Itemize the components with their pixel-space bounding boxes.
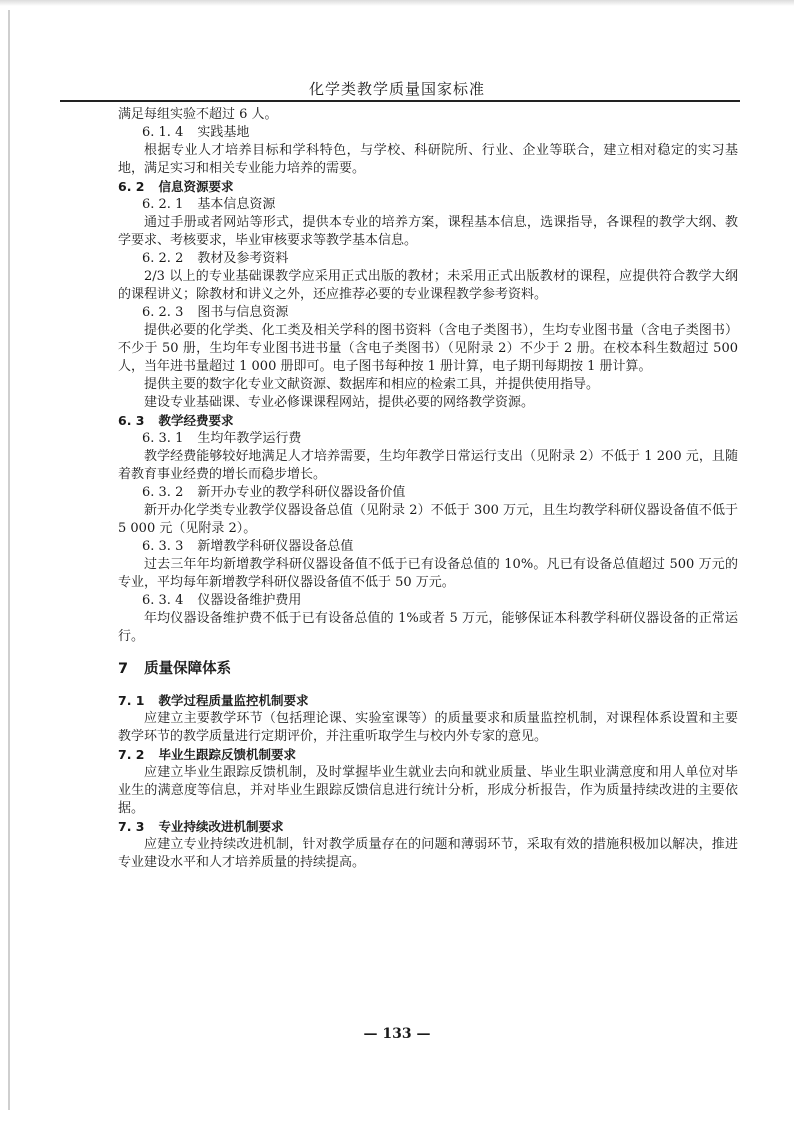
body-paragraph: 应建立专业持续改进机制，针对教学质量存在的问题和薄弱环节，采取有效的措施积极加以解决，推进专业建设水平和人才培养质量的持续提高。	[118, 837, 738, 870]
heading-number: 6. 2	[118, 179, 145, 194]
heading-text: 专业持续改进机制要求	[158, 819, 284, 834]
heading-number: 7. 2	[118, 747, 145, 762]
header-rule	[60, 100, 740, 102]
heading-number: 6. 2. 1	[142, 197, 184, 212]
body-paragraph: 应建立主要教学环节（包括理论课、实验室课等）的质量要求和质量监控机制，对课程体系设置和主要教学环节的教学质量进行定期评价，并注重听取学生与校内外专家的意见。	[118, 711, 738, 744]
subsection-heading	[118, 746, 738, 764]
body-paragraph: 提供主要的数字化专业文献资源、数据库和相应的检索工具，并提供使用指导。	[144, 377, 600, 392]
subsubsection-heading	[118, 304, 738, 322]
body-paragraph: 2/3 以上的专业基础课教学应采用正式出版的教材；未采用正式出版教材的课程，应提供符合教学大纲的课程讲义；除教材和讲义之外，还应推荐必要的专业课程教学参考资料。	[118, 269, 738, 302]
running-header-title: 化学类教学质量国家标准	[308, 80, 485, 98]
heading-number: 6. 3. 4	[142, 593, 184, 608]
heading-text: 教材及参考资料	[197, 251, 289, 266]
subsubsection-heading	[118, 196, 738, 214]
section-heading	[118, 660, 738, 678]
heading-number: 6. 2. 2	[142, 251, 184, 266]
heading-number: 6. 3. 3	[142, 539, 184, 554]
subsubsection-heading	[118, 538, 738, 556]
subsubsection-heading	[118, 124, 738, 142]
body-paragraph: 应建立毕业生跟踪反馈机制，及时掌握毕业生就业去向和就业质量、毕业生职业满意度和用人单位对毕业生的满意度等信息，并对毕业生跟踪反馈信息进行统计分析，形成分析报告，作为质量持续改进的主要依据。	[118, 765, 738, 816]
heading-number: 7	[118, 661, 129, 677]
body-paragraph: 建设专业基础课、专业必修课课程网站，提供必要的网络教学资源。	[144, 395, 535, 410]
body-paragraph: 新开办化学类专业教学仪器设备总值（见附录 2）不低于 300 万元，且生均教学科研仪器设备值不低于 5 000 元（见附录 2）。	[118, 503, 738, 536]
heading-text: 生均年教学运行费	[197, 431, 302, 446]
heading-number: 6. 1. 4	[142, 125, 184, 140]
subsubsection-heading	[118, 592, 738, 610]
page-body	[118, 106, 738, 872]
heading-text: 基本信息资源	[197, 197, 276, 212]
heading-text: 教学经费要求	[158, 413, 234, 428]
heading-text: 实践基地	[197, 125, 250, 140]
heading-text: 毕业生跟踪反馈机制要求	[158, 747, 297, 762]
body-paragraph: 过去三年年均新增教学科研仪器设备值不低于已有设备总值的 10%。凡已有设备总值超过 500 万元的专业，平均每年新增教学科研仪器设备值不低于 50 万元。	[118, 557, 738, 590]
heading-number: 7. 3	[118, 819, 145, 834]
heading-text: 质量保障体系	[144, 661, 232, 677]
heading-number: 6. 2. 3	[142, 305, 184, 320]
heading-number: 6. 3. 2	[142, 485, 184, 500]
body-paragraph: 年均仪器设备维护费不低于已有设备总值的 1%或者 5 万元，能够保证本科教学科研仪器设备的正常运行。	[118, 611, 738, 644]
subsection-heading	[118, 692, 738, 710]
page-number: — 133 —	[363, 1026, 431, 1042]
body-paragraph: 通过手册或者网站等形式，提供本专业的培养方案，课程基本信息，选课指导，各课程的教学大纲、教学要求、考核要求，毕业审核要求等教学基本信息。	[118, 215, 738, 248]
heading-number: 6. 3. 1	[142, 431, 184, 446]
subsection-heading	[118, 178, 738, 196]
heading-number: 7. 1	[118, 693, 145, 708]
subsubsection-heading	[118, 430, 738, 448]
heading-text: 图书与信息资源	[197, 305, 289, 320]
heading-text: 教学过程质量监控机制要求	[158, 693, 309, 708]
scan-edge-top	[0, 0, 794, 6]
heading-text: 仪器设备维护费用	[197, 593, 302, 608]
subsection-heading	[118, 412, 738, 430]
heading-number: 6. 3	[118, 413, 145, 428]
subsubsection-heading	[118, 250, 738, 268]
subsection-heading	[118, 818, 738, 836]
body-paragraph: 教学经费能够较好地满足人才培养需要，生均年教学日常运行支出（见附录 2）不低于 1 200 元，且随着教育事业经费的增长而稳步增长。	[118, 449, 738, 482]
body-paragraph: 提供必要的化学类、化工类及相关学科的图书资料（含电子类图书），生均专业图书量（含电子类图书）不少于 50 册，生均年专业图书进书量（含电子类图书）（见附录 2）不少于 2 册。在校本科生数超过 500 人，当年进书量超过 1 000 册即可。电子图书每种按 1 册计算，电子期刊每期按 1 册计算。	[118, 323, 738, 374]
body-paragraph: 满足每组实验不超过 6 人。	[118, 107, 278, 122]
body-paragraph: 根据专业人才培养目标和学科特色，与学校、科研院所、行业、企业等联合，建立相对稳定的实习基地，满足实习和相关专业能力培养的需要。	[118, 143, 738, 176]
subsubsection-heading	[118, 484, 738, 502]
heading-text: 新开办专业的教学科研仪器设备价值	[197, 485, 406, 500]
heading-text: 信息资源要求	[158, 179, 234, 194]
heading-text: 新增教学科研仪器设备总值	[197, 539, 354, 554]
scan-edge-left	[8, 10, 10, 1110]
